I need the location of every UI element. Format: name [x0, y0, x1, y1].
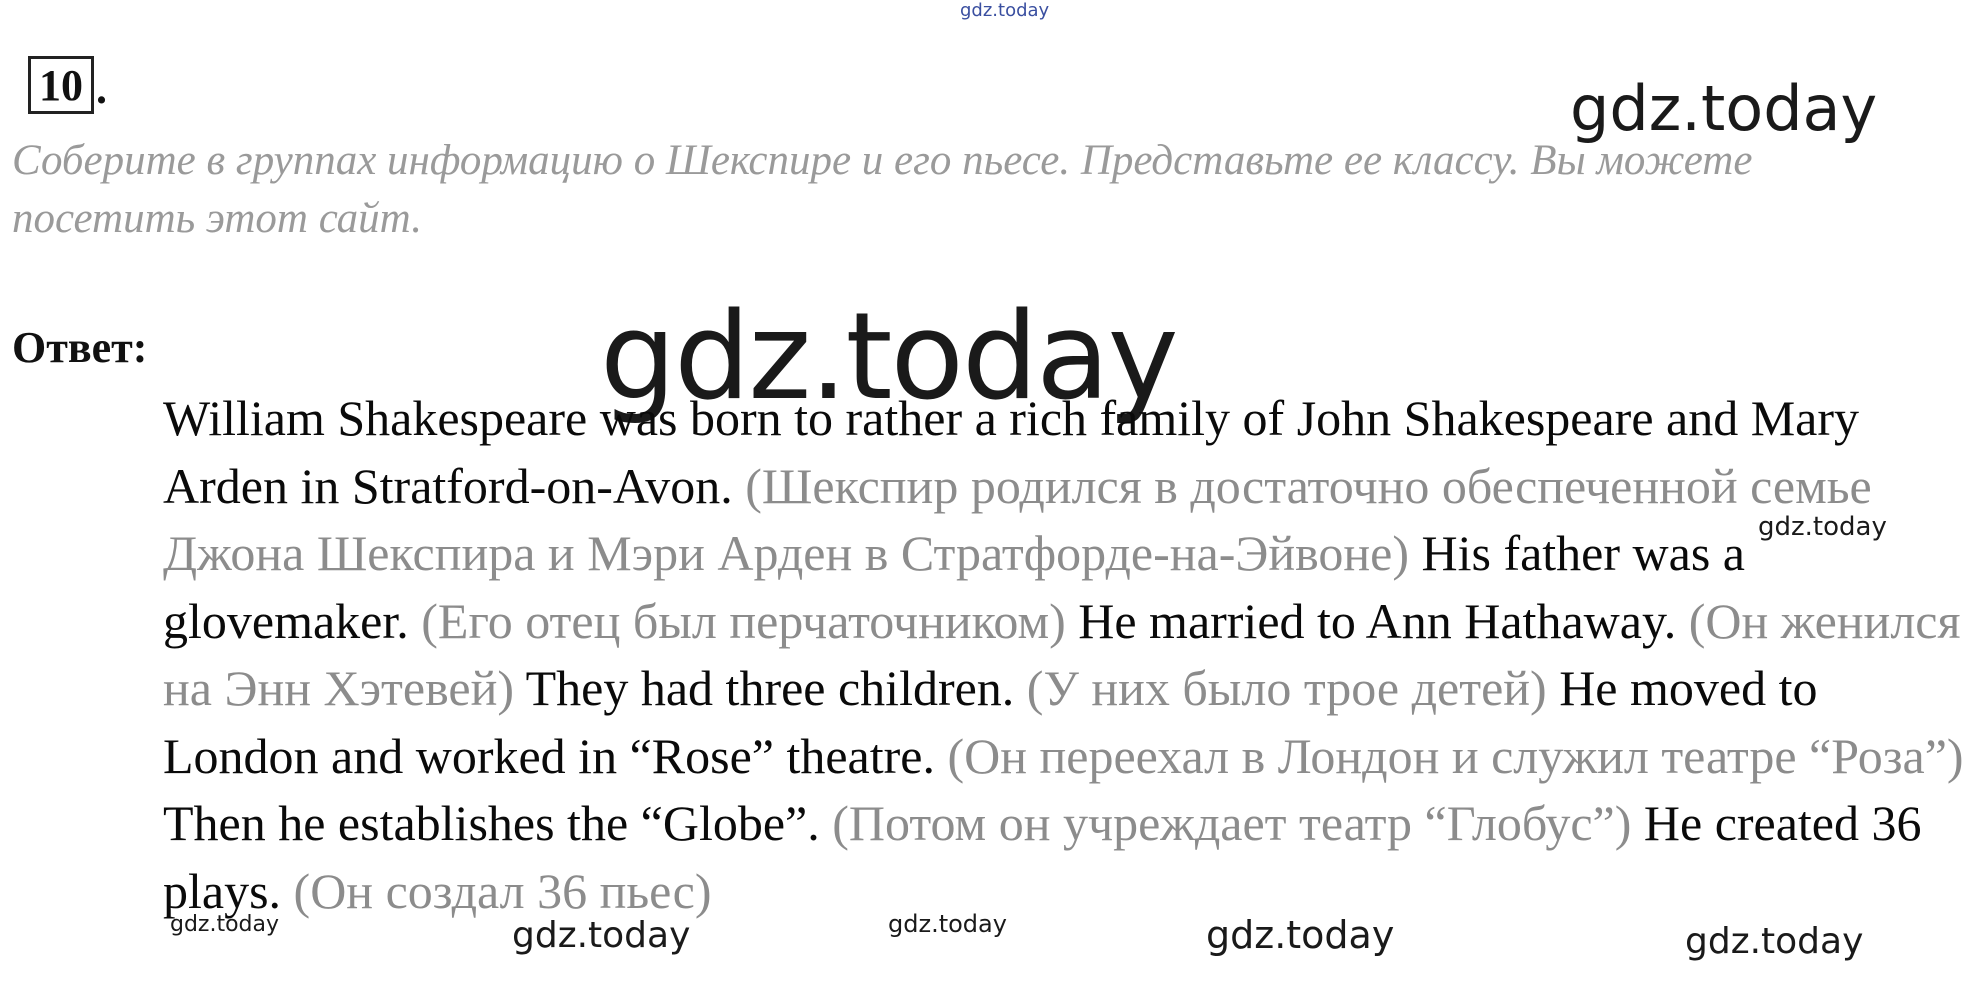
- watermark-small-1: gdz.today: [1758, 512, 1887, 542]
- watermark-small-2: gdz.today: [170, 912, 280, 937]
- answer-text: [163, 385, 1973, 925]
- task-number: [28, 56, 107, 114]
- watermark-small-5: gdz.today: [1206, 913, 1395, 957]
- answer-en-4: They had three children.: [525, 660, 1015, 716]
- watermark-small-4: gdz.today: [888, 910, 1007, 938]
- answer-en-1: William Shakespeare was born to rather a rich family of John Shakespeare and Mary Arden in Stratford-on-Avon.: [163, 390, 1860, 514]
- watermark-small-6: gdz.today: [1685, 921, 1864, 962]
- watermark-right: gdz.today: [1570, 72, 1878, 145]
- answer-ru-2: (Его отец был перчаточником): [421, 592, 1066, 649]
- answer-en-5: He moved to London and worked in “Rose” theatre.: [163, 660, 1818, 784]
- watermark-top: gdz.today: [960, 0, 1050, 21]
- task-number-suffix: .: [96, 64, 107, 113]
- watermark-middle: gdz.today: [600, 288, 1177, 427]
- answer-label: Ответ:: [12, 323, 148, 372]
- answer-ru-3: (Он женился на Энн Хэтевей): [163, 592, 1961, 716]
- answer-ru-7: (Он создал 36 пьес): [293, 862, 712, 919]
- answer-en-3: He married to Ann Hathaway.: [1078, 592, 1677, 649]
- answer-en-6: Then he establishes the “Globe”.: [163, 795, 820, 851]
- watermark-small-3: gdz.today: [512, 915, 691, 956]
- answer-en-7: He created 36 plays.: [163, 795, 1922, 919]
- answer-en-2: His father was a glovemaker.: [163, 525, 1745, 649]
- answer-ru-4: (У них было трое детей): [1026, 660, 1547, 716]
- task-number-box: 10: [28, 56, 94, 114]
- answer-ru-1: (Шекспир родился в достаточно обеспеченной семье Джона Шекспира и Мэри Арден в Стратфорде-на-Эйвоне): [163, 457, 1872, 581]
- answer-ru-6: (Потом он учреждает театр “Глобус”): [832, 795, 1632, 851]
- answer-ru-5: (Он переехал в Лондон и служил театре “Роза”): [947, 727, 1964, 784]
- task-instruction: Соберите в группах информацию о Шекспире и его пьесе. Представьте ее классу. Вы можете посетить этот сайт.: [12, 137, 1753, 242]
